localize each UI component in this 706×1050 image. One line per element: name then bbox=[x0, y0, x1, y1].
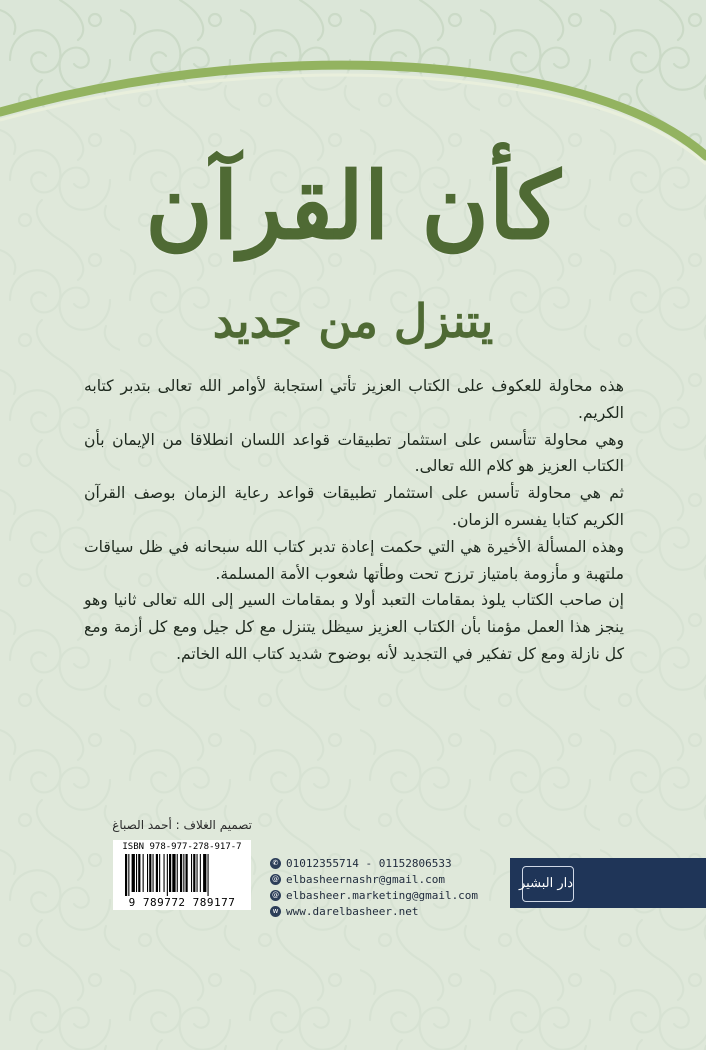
barcode-bar bbox=[136, 854, 137, 892]
isbn-label: ISBN 978-977-278-917-7 bbox=[122, 842, 242, 852]
barcode-bar bbox=[193, 854, 195, 892]
barcode-bar bbox=[132, 854, 135, 892]
barcode-bar bbox=[180, 854, 182, 892]
barcode-bar bbox=[203, 854, 206, 892]
publisher-logo-banner bbox=[510, 858, 706, 908]
book-title: كأن القرآن bbox=[145, 152, 561, 260]
barcode-bar bbox=[128, 854, 129, 896]
blurb-paragraph: وهي محاولة تتأسس على استثمار تطبيقات قواعد اللسان انطلاقا من الإيمان بأن الكتاب العزيز هو كلام الله تعالى. bbox=[84, 430, 624, 476]
barcode-bar bbox=[208, 854, 209, 896]
email-icon: @ bbox=[272, 890, 279, 899]
contact-phone bbox=[270, 855, 502, 871]
phone-icon: ✆ bbox=[270, 858, 281, 869]
barcode-bar bbox=[177, 854, 178, 892]
barcode-bar bbox=[159, 854, 160, 892]
barcode-bar bbox=[167, 854, 168, 896]
barcode-bar bbox=[197, 854, 198, 892]
barcode-bar bbox=[156, 854, 158, 892]
blurb-paragraph: إن صاحب الكتاب يلوذ بمقامات التعبد أولا و بمقامات السير إلى الله تعالى ثانيا وهو ينجز هذا العمل مؤمنا بأن الكتاب العزيز سيظل يتنزل مع كل جيل ومع كل أزمة ومع كل نازلة ومع كل تفكير في التجديد لأنه بوضوح شديد كتاب الله الخاتم. bbox=[84, 591, 624, 663]
contact-text: elbasheer.marketing@gmail.com bbox=[286, 888, 479, 902]
blurb-paragraph: وهذه المسألة الأخيرة هي التي حكمت إعادة تدبر كتاب الله سبحانه في ظل سياقات ملتهبة و مأزومة بامتياز ترزح تحت وطأتها شعوب الأمة المسلمة. bbox=[84, 537, 624, 583]
barcode-bar bbox=[169, 854, 171, 892]
barcode-bar bbox=[172, 854, 175, 892]
blurb-text bbox=[84, 373, 624, 668]
barcode-bar bbox=[183, 854, 184, 892]
barcode-bar bbox=[149, 854, 151, 892]
contact-text: elbasheernashr@gmail.com bbox=[286, 872, 445, 886]
barcode-bar bbox=[147, 854, 148, 892]
blurb-paragraph: ثم هي محاولة تأسس على استثمار تطبيقات قواعد رعاية الزمان بوصف القرآن الكريم كتابا يفسره الزمان. bbox=[84, 484, 624, 529]
barcode-bar bbox=[186, 854, 188, 892]
barcode-bars bbox=[125, 854, 239, 896]
barcode-bar bbox=[200, 854, 201, 892]
web-icon: w bbox=[270, 906, 281, 917]
contact-email bbox=[270, 887, 502, 903]
barcode-bar bbox=[125, 854, 127, 896]
barcode-bar bbox=[143, 854, 144, 892]
barcode-bar bbox=[138, 854, 140, 892]
contact-website bbox=[270, 903, 502, 919]
barcode-bar bbox=[164, 854, 165, 892]
book-subtitle: يتنزل من جديد bbox=[212, 294, 494, 348]
blurb-paragraph: هذه محاولة للعكوف على الكتاب العزيز تأتي استجابة لأوامر الله تعالى بتدبر كتابه الكريم. bbox=[84, 377, 624, 422]
contact-text: 01012355714 - 01152806533 bbox=[286, 856, 452, 870]
isbn-barcode bbox=[113, 840, 251, 910]
barcode-number: 9 789772 789177 bbox=[128, 896, 236, 909]
email-icon: @ bbox=[272, 874, 279, 883]
contact-text: www.darelbasheer.net bbox=[286, 904, 419, 918]
publisher-contacts bbox=[270, 855, 502, 919]
cover-designer-credit: تصميم الغلاف : أحمد الصباغ bbox=[112, 818, 252, 832]
publisher-logo: دار البشير bbox=[522, 866, 574, 902]
barcode-bar bbox=[153, 854, 154, 892]
barcode-bar bbox=[191, 854, 192, 892]
contact-email bbox=[270, 871, 502, 887]
